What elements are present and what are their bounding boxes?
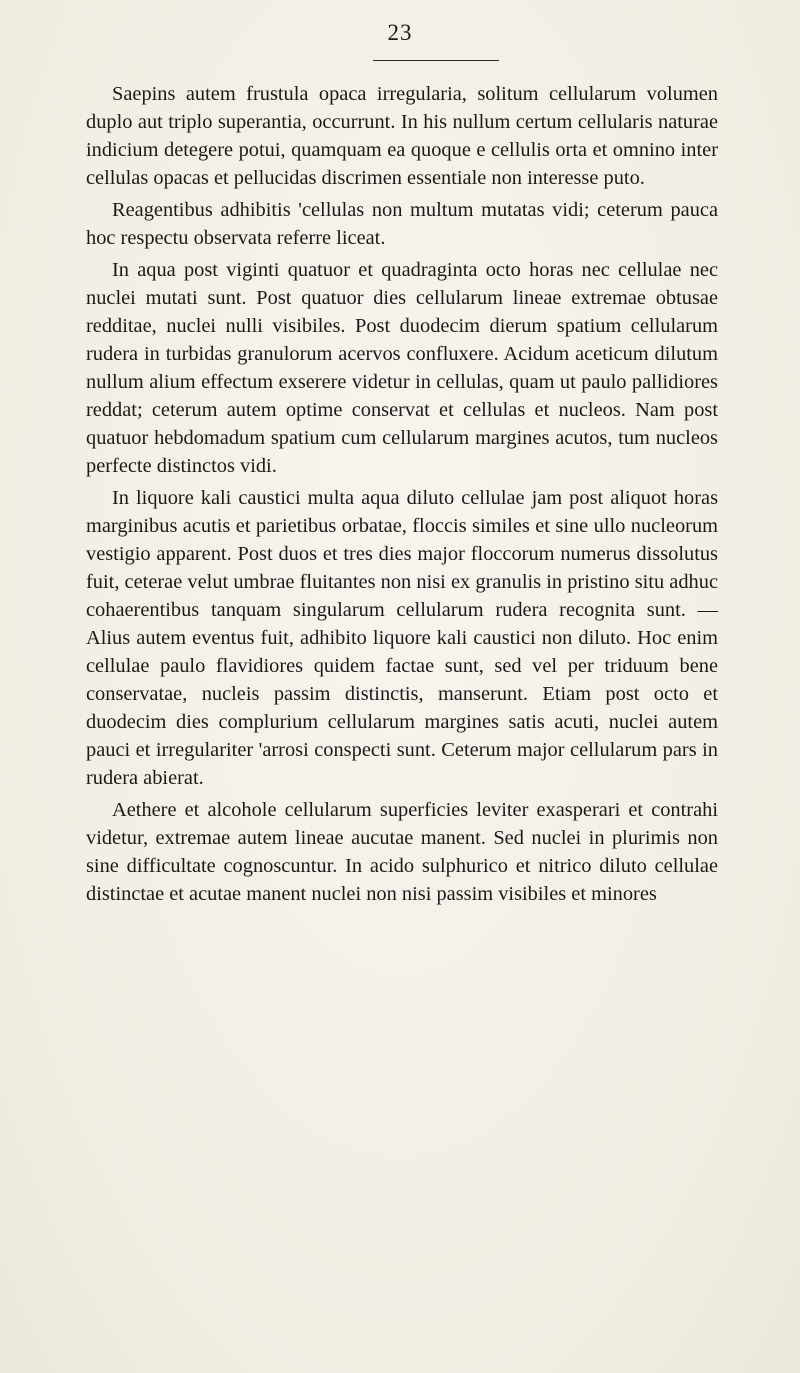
paragraph-3: In aqua post viginti quatuor et quadraginta octo horas nec cellulae nec nuclei mutati sunt. Post quatuor dies cellularum lineae extremae obtusae redditae, nuclei nulli visibiles. Post duodecim dierum spatium cellularum rudera in turbidas granulorum acervos confluxere. Acidum aceticum dilutum nullum alium effectum exserere videtur in cellulas, quam ut paulo pallidiores reddat; ceterum autem optime conservat et cellulas et nucleos. Nam post quatuor hebdomadum spatium cum cellularum margines acutos, tum nucleos perfecte distinctos vidi. bbox=[86, 259, 718, 477]
paragraph-1: Saepins autem frustula opaca irregularia, solitum cellularum volumen duplo aut triplo superantia, occurrunt. In his nullum certum cellularis naturae indicium detegere potui, quamquam ea quoque e cellulis orta et omnino inter cellulas opacas et pellucidas discrimen essentiale non interesse puto. bbox=[86, 83, 718, 189]
paragraph-4: In liquore kali caustici multa aqua diluto cellulae jam post aliquot horas marginibus acutis et parietibus orbatae, floccis similes et sine ullo nucleorum vestigio apparent. Post duos et tres dies major floccorum numerus dissolutus fuit, ceterae velut umbrae fluitantes non nisi ex granulis in pristino situ adhuc cohaerentibus tanquam singularum cellularum rudera recognita sunt. — Alius autem eventus fuit, adhibito liquore kali caustici non diluto. Hoc enim cellulae paulo flavidiores quidem factae sunt, sed vel per triduum bene conservatae, nucleis passim distinctis, manserunt. Etiam post octo et duodecim dies complurium cellularum margines satis acuti, nuclei autem pauci et irregulariter 'arrosi conspecti sunt. Ceterum major cellularum pars in rudera abierat. bbox=[86, 487, 718, 789]
paragraph-5: Aethere et alcohole cellularum superficies leviter exasperari et contrahi videtur, extremae autem lineae aucutae manent. Sed nuclei in plurimis non sine difficultate cognoscuntur. In acido sulphurico et nitrico diluto cellulae distinctae et acutae manent nuclei non nisi passim visibiles et minores bbox=[86, 799, 718, 905]
paragraph-2: Reagentibus adhibitis 'cellulas non multum mutatas vidi; ceterum pauca hoc respectu observata referre liceat. bbox=[86, 199, 718, 249]
page-number: 23 bbox=[387, 20, 413, 45]
body-text bbox=[86, 80, 718, 912]
header-rule bbox=[373, 60, 499, 61]
